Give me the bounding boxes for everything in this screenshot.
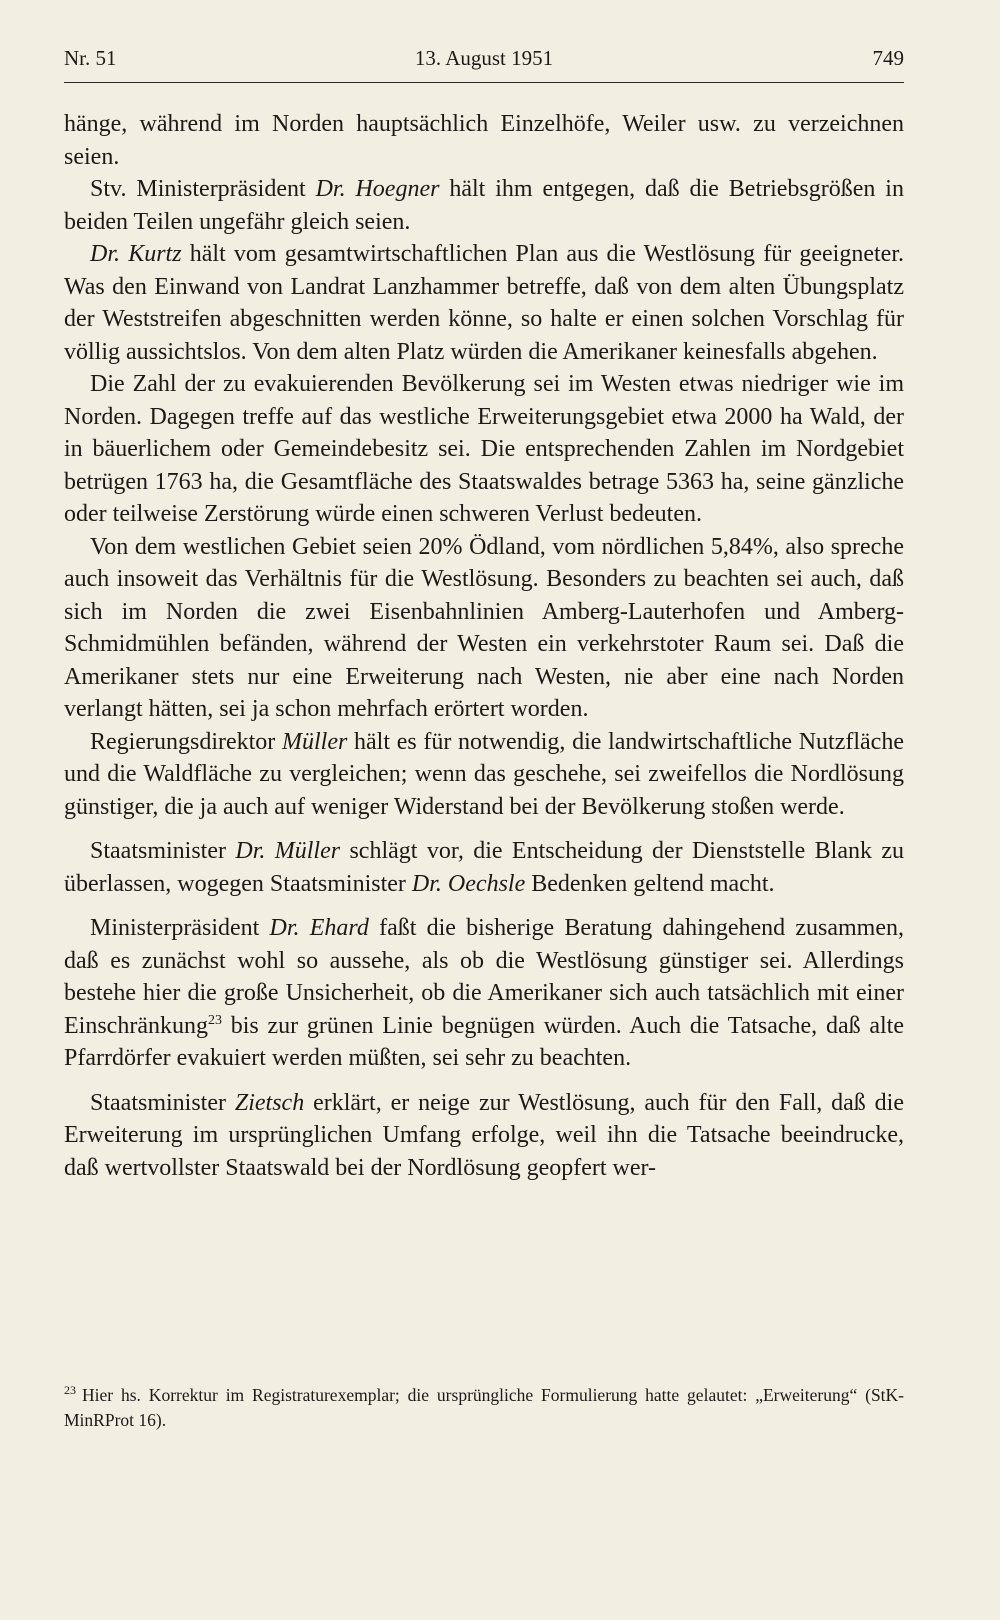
text-run: Regierungsdirektor [90, 728, 282, 755]
text-run: hält es für notwendig, die landwirtschaftliche Nutzfläche und die Waldfläche zu vergleichen; wenn das geschehe, sei zweifellos die Nordlösung günstiger, die ja auch auf weniger Widerstand bei der Bevölkerung stoßen werde. [64, 728, 904, 820]
text-run: schlägt vor, die Entscheidung der Dienststelle Blank zu überlassen, wogegen Staatsminister [64, 838, 905, 897]
page-number: 749 [872, 46, 904, 70]
running-header [64, 46, 904, 80]
speaker-name: Zietsch [234, 1089, 305, 1116]
header-rule [64, 82, 904, 83]
text-run: hält ihm entgegen, daß die Betriebsgrößen in beiden Teilen ungefähr gleich seien. [64, 176, 904, 235]
speaker-name: Dr. Oechsle [411, 870, 526, 897]
header-date: 13. August 1951 [414, 46, 554, 70]
speaker-name: Dr. Ehard [269, 915, 369, 941]
speaker-name: Dr. Müller [235, 838, 341, 864]
paragraph [64, 912, 904, 1075]
paragraph [64, 726, 904, 824]
text-run: hält vom gesamtwirtschaftlichen Plan aus die Westlösung für geeigneter. Was den Einwand von Landrat Lanzhammer betreffe, daß von dem alten Übungsplatz der Weststreifen abgeschnitten werden könne, so halte er einen solchen Vorschlag für völlig aussichtslos. Von dem alten Platz würden die Amerikaner keinesfalls abgehen. [64, 241, 904, 365]
text-run: Staatsminister [90, 1089, 235, 1116]
text-run: bis zur grünen Linie begnügen würden. Auch die Tatsache, daß alte Pfarrdörfer evakuiert werden müßten, sei sehr zu beachten. [64, 1012, 904, 1071]
speaker-name: Dr. Hoegner [315, 176, 440, 202]
issue-number: Nr. 51 [64, 46, 117, 70]
footnote [64, 1383, 904, 1433]
paragraph [64, 531, 904, 726]
footnote-marker: 23 [64, 1383, 76, 1398]
footnote-text: Hier hs. Korrektur im Registraturexemplar; die ursprüngliche Formulierung hatte gelautet: „Erweiterung“ (StK-MinRProt 16). [64, 1385, 904, 1430]
body-text [64, 108, 904, 1184]
text-run: Ministerpräsident [90, 915, 270, 941]
text-run: hänge, während im Norden hauptsächlich Einzelhöfe, Weiler usw. zu verzeichnen seien. [64, 111, 904, 170]
text-run: Stv. Ministerpräsident [90, 176, 316, 202]
speaker-name: Müller [281, 728, 348, 755]
paragraph [64, 1087, 904, 1185]
speaker-name: Dr. Kurtz [90, 241, 182, 267]
paragraph [64, 108, 904, 173]
footnote-23 [64, 1383, 904, 1433]
paragraph [64, 368, 904, 531]
paragraph [64, 238, 904, 368]
text-run: Staatsminister [90, 838, 236, 864]
text-run: faßt die bisherige Beratung dahingehend zusammen, daß es zunächst wohl so aussehe, als ob die Westlösung günstiger sei. Allerdings bestehe hier die große Unsicherheit, ob die Amerikaner sich auch tatsächlich mit einer Einschränkung [64, 915, 904, 1039]
text-run: erklärt, er neige zur Westlösung, auch für den Fall, daß die Erweiterung im ursprünglichen Umfang erfolge, weil ihn die Tatsache beeindrucke, daß wertvollster Staatswald bei der Nordlösung geopfert wer- [64, 1089, 905, 1181]
paragraph [64, 835, 904, 900]
text-run: Von dem westlichen Gebiet seien 20% Ödland, vom nördlichen 5,84%, also spreche auch insoweit das Verhältnis für die Westlösung. Besonders zu beachten sei auch, daß sich im Norden die zwei Eisenbahnlinien Amberg-Lauterhofen und Amberg-Schmidmühlen befänden, während der Westen ein verkehrstoter Raum sei. Daß die Amerikaner stets nur eine Erweiterung nach Westen, nie aber eine nach Norden verlangt hätten, sei ja schon mehrfach erörtert worden. [64, 533, 904, 722]
paragraph [64, 173, 904, 238]
footnote-reference: 23 [207, 1012, 222, 1028]
text-run: Bedenken geltend macht. [525, 870, 775, 897]
text-run: Die Zahl der zu evakuierenden Bevölkerung sei im Westen etwas niedriger wie im Norden. Dagegen treffe auf das westliche Erweiterungsgebiet etwa 2000 ha Wald, der in bäuerlichem oder Gemeindebesitz sei. Die entsprechenden Zahlen im Nordgebiet betrügen 1763 ha, die Gesamtfläche des Staatswaldes betrage 5363 ha, seine gänzliche oder teilweise Zerstörung würde einen schweren Verlust bedeuten. [64, 371, 904, 527]
